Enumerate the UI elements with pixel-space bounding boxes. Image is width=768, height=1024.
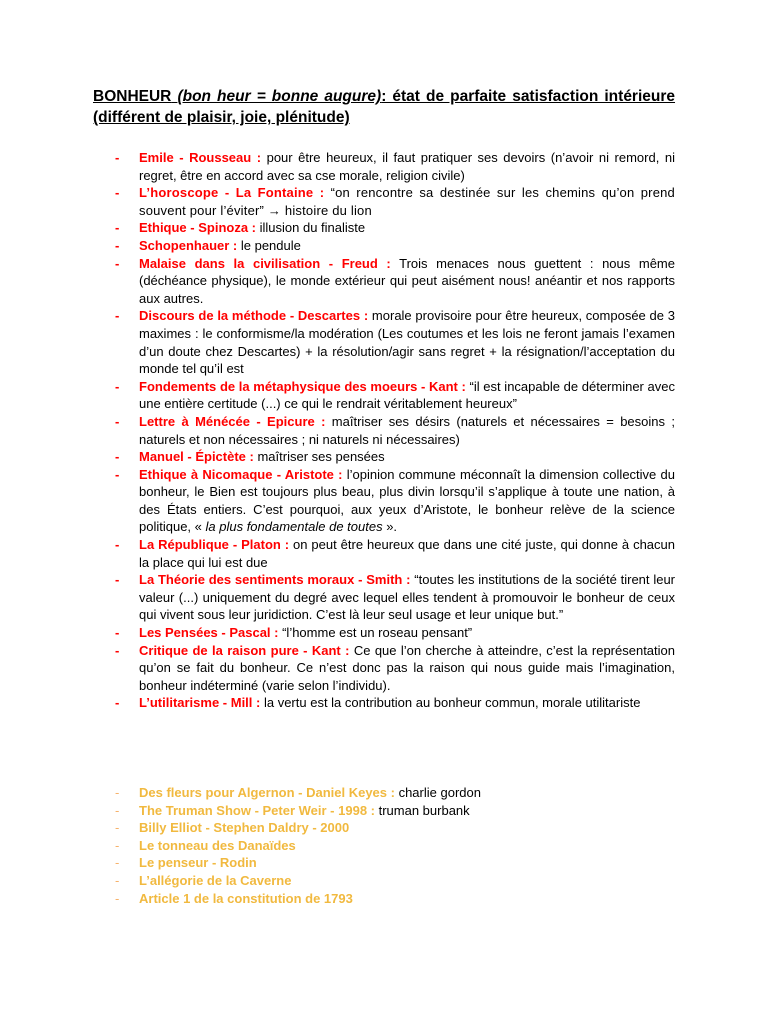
bullet-dash: -: [115, 890, 120, 906]
reference-title: Malaise dans la civilisation - Freud :: [139, 255, 391, 271]
reference-text: “toutes les institutions de la société tirent leur valeur (...) uniquement du degré avec lequel elles tendent à promouvoir le bonheur de ceux qui vivent sous leur juridiction. C’est là leur seul usage et leur unique but.”: [139, 572, 675, 623]
bullet-dash: -: [115, 855, 120, 871]
bullet-dash: -: [115, 625, 120, 641]
culture-text: charlie gordon: [394, 785, 481, 800]
bullet-dash: -: [115, 572, 120, 588]
bullet-dash: -: [115, 378, 120, 394]
reference-title: Manuel - Épictète :: [139, 449, 254, 465]
bullet-dash: -: [115, 255, 120, 271]
culture-text: truman burbank: [375, 802, 470, 818]
list-item: [0, 255, 675, 308]
reference-text: Trois menaces nous guettent : nous même (déchéance physique), le monde extérieur qui peut aisément nous! anéantir et nos rapports aux autres.: [139, 255, 675, 306]
culture-title: Billy Elliot - Stephen Daldry - 2000: [139, 820, 350, 836]
reference-title: Lettre à Ménécée - Epicure :: [139, 413, 326, 429]
reference-text: “il est incapable de déterminer avec une entière certitude (...) ce qui le rendrait véritablement heureux”: [139, 378, 675, 412]
culture-title: The Truman Show - Peter Weir - 1998 :: [139, 802, 375, 818]
reference-title: Schopenhauer :: [139, 237, 238, 253]
reference-text-end: ».: [382, 519, 398, 535]
list-item: [0, 642, 675, 695]
reference-text: la vertu est la contribution au bonheur commun, morale utilitariste: [260, 695, 641, 711]
reference-text: illusion du finaliste: [256, 220, 366, 236]
list-item: [0, 413, 675, 448]
culture-title: Le tonneau des Danaïdes: [139, 837, 296, 853]
reference-title: L’utilitarisme - Mill :: [139, 695, 261, 711]
list-item: [0, 237, 675, 255]
reference-title: Ethique - Spinoza :: [139, 220, 256, 236]
list-item: [0, 819, 675, 837]
bullet-dash: -: [115, 837, 120, 853]
reference-text: “on rencontre sa destinée sur les chemins qu’on prend souvent pour l’éviter” → histoire du lion: [139, 185, 675, 218]
list-item: [0, 802, 675, 820]
bullet-dash: -: [115, 413, 120, 429]
page-heading: [93, 86, 675, 128]
reference-text: l’opinion commune méconnaît la dimension collective du bonheur, le Bien est toujours plus beau, plus divin lorsqu’il s’applique à toute une nation, à des États entiers. C’est pourquoi, aux yeux d’Aristote, le bonheur relève de la science politique, «: [139, 466, 675, 535]
bullet-dash: -: [115, 308, 120, 324]
reference-text: pour être heureux, il faut pratiquer ses devoirs (n’avoir ni remord, ni regret, être en accord avec sa cse morale, religion civile): [139, 150, 675, 183]
list-item: [0, 307, 675, 377]
reference-text: le pendule: [237, 237, 301, 253]
list-item: [0, 890, 675, 908]
list-item: [0, 448, 675, 466]
list-item: [0, 184, 675, 219]
bullet-dash: -: [115, 537, 120, 553]
list-item: [0, 466, 675, 536]
list-item: [0, 872, 675, 890]
culture-references-list: [0, 784, 768, 907]
list-item: [0, 536, 675, 571]
reference-title: Discours de la méthode - Descartes :: [139, 308, 369, 324]
bullet-dash: -: [115, 872, 120, 888]
list-item: [0, 854, 675, 872]
reference-title: Critique de la raison pure - Kant :: [139, 642, 350, 658]
reference-text: “l’homme est un roseau pensant”: [278, 625, 473, 641]
bullet-dash: -: [115, 785, 120, 800]
reference-title: L’horoscope - La Fontaine :: [139, 185, 325, 201]
philosophy-references-list: [0, 149, 768, 712]
list-item: [0, 219, 675, 237]
bullet-dash: -: [115, 150, 120, 165]
reference-quote: la plus fondamentale de toutes: [205, 519, 383, 535]
list-item: [0, 694, 675, 712]
list-item: [0, 624, 675, 642]
list-item: [0, 149, 675, 184]
bullet-dash: -: [115, 185, 120, 201]
bullet-dash: -: [115, 220, 120, 236]
reference-text: Ce que l’on cherche à atteindre, c’est la représentation qu’on se fait du bonheur. Ce n’est donc pas la raison qui nous guide mais l’imagination, bonheur indéterminé (varie selon l’individu).: [139, 642, 675, 693]
reference-title: Les Pensées - Pascal :: [139, 625, 279, 641]
reference-title: La Théorie des sentiments moraux - Smith :: [139, 572, 411, 588]
list-item: [0, 784, 675, 802]
bullet-dash: -: [115, 820, 120, 836]
heading-term: BONHEUR: [93, 88, 172, 105]
reference-title: La République - Platon :: [139, 537, 290, 553]
heading-definition: : état de parfaite satisfaction intérieure (différent de plaisir, joie, plénitude): [93, 88, 676, 126]
list-item: [0, 378, 675, 413]
bullet-dash: -: [115, 466, 120, 482]
reference-title: Fondements de la métaphysique des moeurs - Kant :: [139, 378, 466, 394]
reference-text: on peut être heureux que dans une cité juste, qui donne à chacun la place qui lui est due: [139, 537, 675, 570]
bullet-dash: -: [115, 695, 120, 711]
culture-title: Article 1 de la constitution de 1793: [139, 890, 353, 906]
list-item: [0, 837, 675, 855]
reference-title: Emile - Rousseau :: [139, 150, 262, 165]
heading-etymology: (bon heur = bonne augure): [177, 88, 382, 105]
reference-text: morale provisoire pour être heureux, composée de 3 maximes : le conformisme/la modération (Les coutumes et les lois ne feront jamais l’examen d’un doute chez Descartes) + la résolution/agir sans regret + la résignation/l’acceptation du monde tel qu’il est: [139, 308, 675, 377]
list-item: [0, 571, 675, 624]
reference-text: maîtriser ses pensées: [253, 449, 385, 465]
culture-title: Le penseur - Rodin: [139, 855, 257, 871]
culture-title: L’allégorie de la Caverne: [139, 872, 292, 888]
culture-title: Des fleurs pour Algernon - Daniel Keyes :: [139, 785, 395, 800]
bullet-dash: -: [115, 237, 120, 253]
reference-text: maîtriser ses désirs (naturels et nécessaires = besoins ; naturels et non nécessaires ; ni naturels ni nécessaires): [139, 413, 675, 447]
reference-title: Ethique à Nicomaque - Aristote :: [139, 466, 343, 482]
bullet-dash: -: [115, 802, 120, 818]
bullet-dash: -: [115, 642, 120, 658]
bullet-dash: -: [115, 449, 120, 465]
